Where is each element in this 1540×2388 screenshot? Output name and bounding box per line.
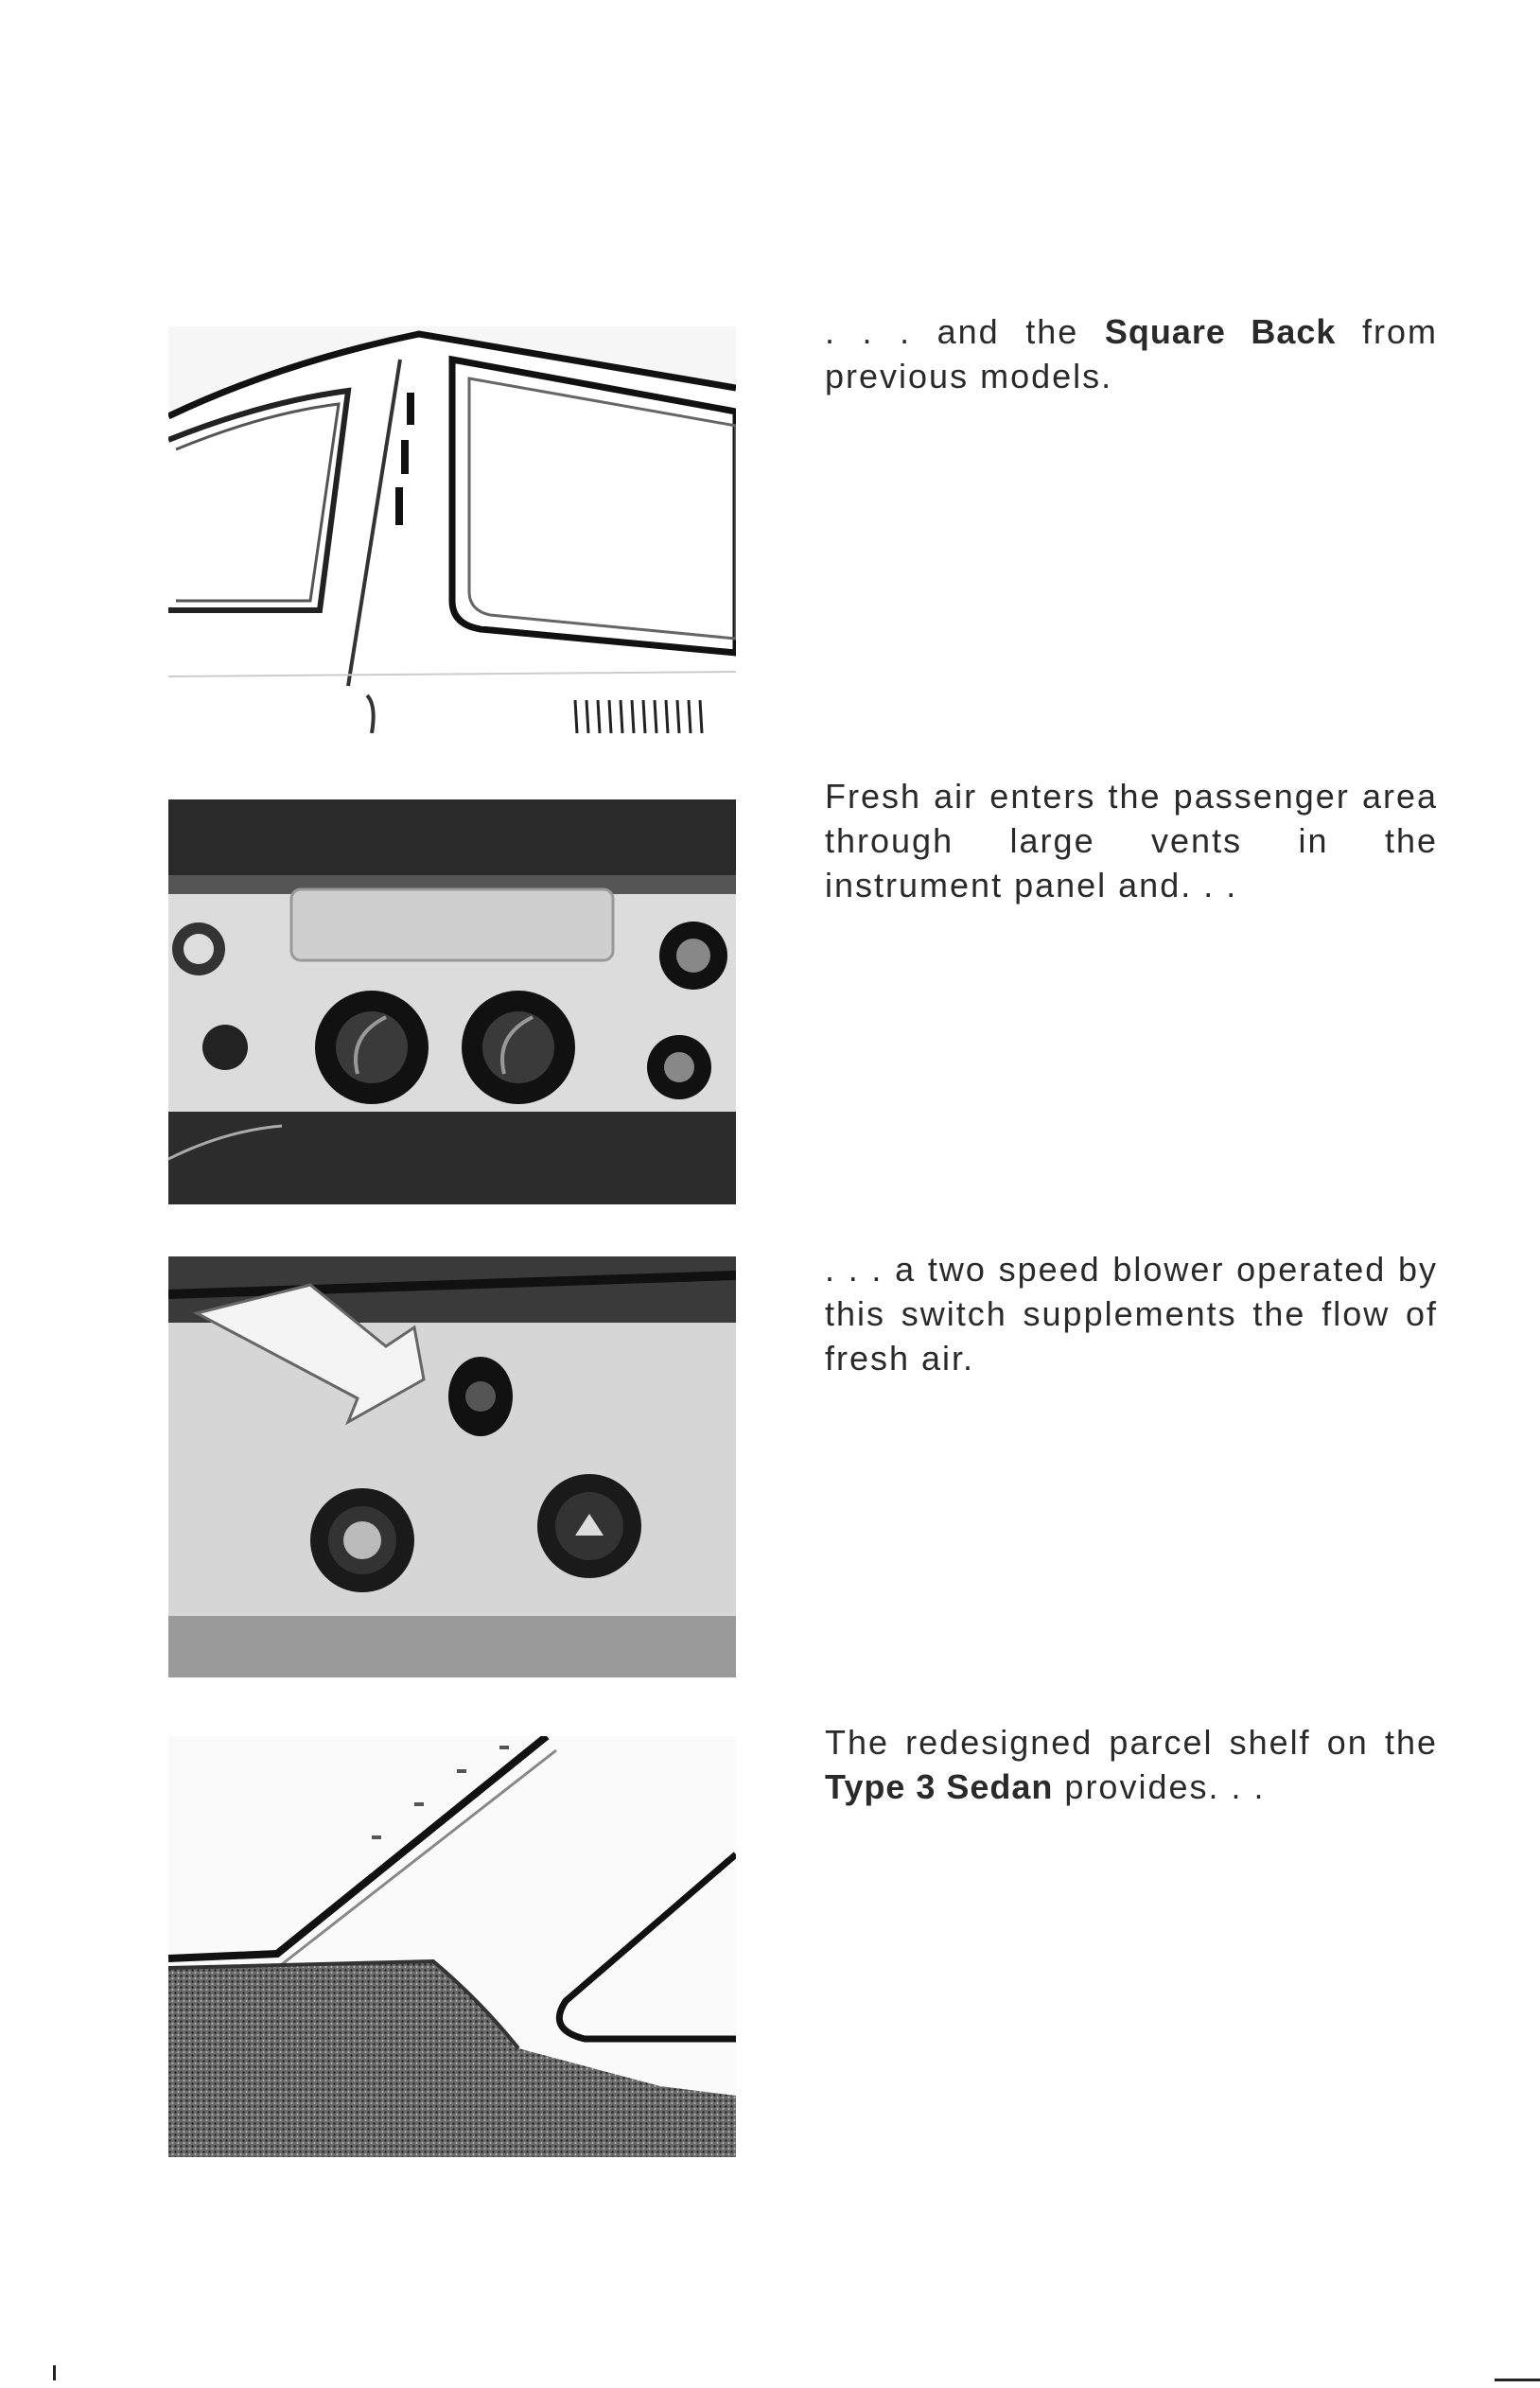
caption-bold-text: Type 3 Sedan [825,1767,1054,1806]
photo-parcel-shelf [168,1736,736,2157]
caption-square-back [825,309,1438,398]
caption-text: . . . and the [825,312,1105,351]
scan-edge-mark [1495,2379,1540,2381]
caption-text: Fresh air enters the passenger area through large vents in the instrument panel and. . . [825,777,1438,904]
caption-text: The redesigned parcel shelf on the [825,1723,1438,1762]
caption-text: provides. . . [1053,1767,1266,1806]
caption-blower-switch [825,1247,1438,1380]
caption-parcel-shelf [825,1720,1438,1809]
photo-square-back-window [168,326,736,733]
caption-text: from previous models. [825,312,1439,395]
scan-edge-mark [53,2365,56,2380]
caption-text: . . . a two speed blower operated by this switch supplements the flow of fresh air. [825,1250,1438,1378]
caption-fresh-air-vents [825,774,1438,907]
photo-instrument-panel-vents [168,799,736,1204]
caption-bold-text: Square Back [1104,312,1337,351]
photo-blower-switch [168,1256,736,1677]
